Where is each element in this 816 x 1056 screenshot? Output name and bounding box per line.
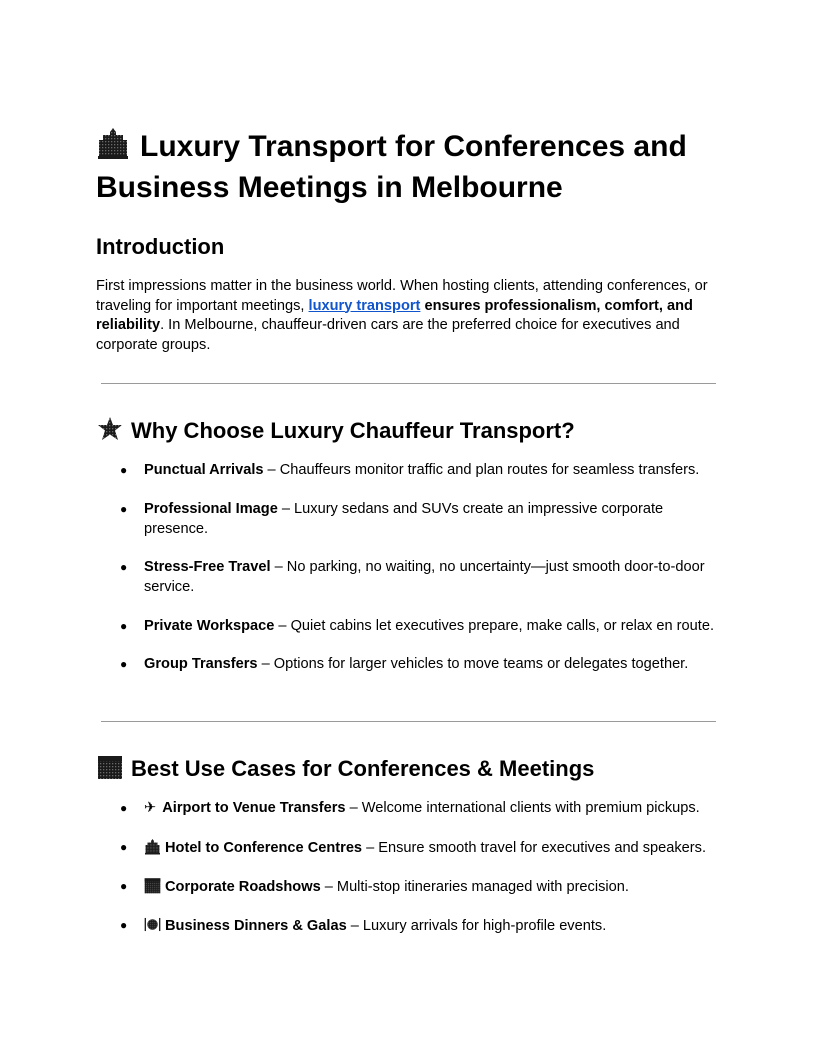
intro-heading: Introduction xyxy=(96,234,225,259)
item-title: Stress-Free Travel xyxy=(144,559,271,575)
bullet-icon: ● xyxy=(120,879,128,893)
list-item xyxy=(120,916,724,937)
why-heading-text: Why Choose Luxury Chauffeur Transport? xyxy=(131,418,575,443)
bullet-icon: ● xyxy=(120,463,128,477)
item-text: – Quiet cabins let executives prepare, make calls, or relax en route. xyxy=(274,618,714,634)
list-item xyxy=(120,461,724,481)
list-item xyxy=(120,838,724,859)
why-heading xyxy=(97,416,575,445)
best-heading xyxy=(97,754,594,783)
intro-text-after: . In Melbourne, chauffeur-driven cars are the preferred choice for executives and corporate groups. xyxy=(96,317,680,353)
list-item xyxy=(120,877,724,898)
item-text: – Options for larger vehicles to move teams or delegates together. xyxy=(257,656,689,672)
item-title: Hotel to Conference Centres xyxy=(165,840,363,856)
item-title: Business Dinners & Galas xyxy=(165,918,347,934)
bullet-icon: ● xyxy=(120,657,128,671)
item-title: Airport to Venue Transfers xyxy=(162,800,346,816)
bullet-icon: ● xyxy=(120,840,128,854)
item-text: – Multi-stop itineraries managed with precision. xyxy=(320,879,629,895)
list-item xyxy=(120,617,724,637)
intro-text-before: First impressions matter in the business world. When hosting clients, attending conferences, or traveling for important meetings, xyxy=(96,278,708,314)
item-text: – Luxury sedans and SUVs create an impressive corporate presence. xyxy=(144,501,664,537)
item-title: Punctual Arrivals xyxy=(144,462,264,478)
divider xyxy=(101,721,716,722)
intro-paragraph xyxy=(96,277,726,355)
hotel-icon xyxy=(144,838,161,855)
item-title: Group Transfers xyxy=(144,656,258,672)
list-item xyxy=(120,655,724,675)
dining-icon xyxy=(144,916,161,933)
bullet-icon: ● xyxy=(120,801,128,815)
page-title xyxy=(96,126,736,208)
item-text: – Chauffeurs monitor traffic and plan routes for seamless transfers. xyxy=(263,462,700,478)
bullet-icon: ● xyxy=(120,502,128,516)
star-icon xyxy=(97,416,123,442)
calendar-icon xyxy=(97,754,123,780)
bullet-icon: ● xyxy=(120,918,128,932)
calendar-icon xyxy=(144,877,161,894)
item-title: Private Workspace xyxy=(144,618,275,634)
intro-bold-text: ensures professionalism, comfort, and reliability xyxy=(96,297,693,333)
list-item xyxy=(120,558,724,597)
list-item xyxy=(120,799,724,819)
luxury-transport-link[interactable]: luxury transport xyxy=(308,297,421,314)
page-title-text: Luxury Transport for Conferences and Business Meetings in Melbourne xyxy=(96,130,687,204)
airplane-icon: ✈ xyxy=(144,800,157,816)
item-text: – Ensure smooth travel for executives and speakers. xyxy=(362,840,706,856)
list-item xyxy=(120,500,724,539)
item-title: Corporate Roadshows xyxy=(165,879,321,895)
item-text: – No parking, no waiting, no uncertainty—just smooth door-to-door service. xyxy=(144,559,705,595)
item-title: Professional Image xyxy=(144,501,278,517)
bullet-icon: ● xyxy=(120,560,128,574)
best-heading-text: Best Use Cases for Conferences & Meetings xyxy=(131,756,595,781)
hotel-icon xyxy=(96,126,130,160)
bullet-icon: ● xyxy=(120,619,128,633)
item-text: – Welcome international clients with premium pickups. xyxy=(345,800,700,816)
divider xyxy=(101,383,716,384)
item-text: – Luxury arrivals for high-profile events. xyxy=(346,918,607,934)
